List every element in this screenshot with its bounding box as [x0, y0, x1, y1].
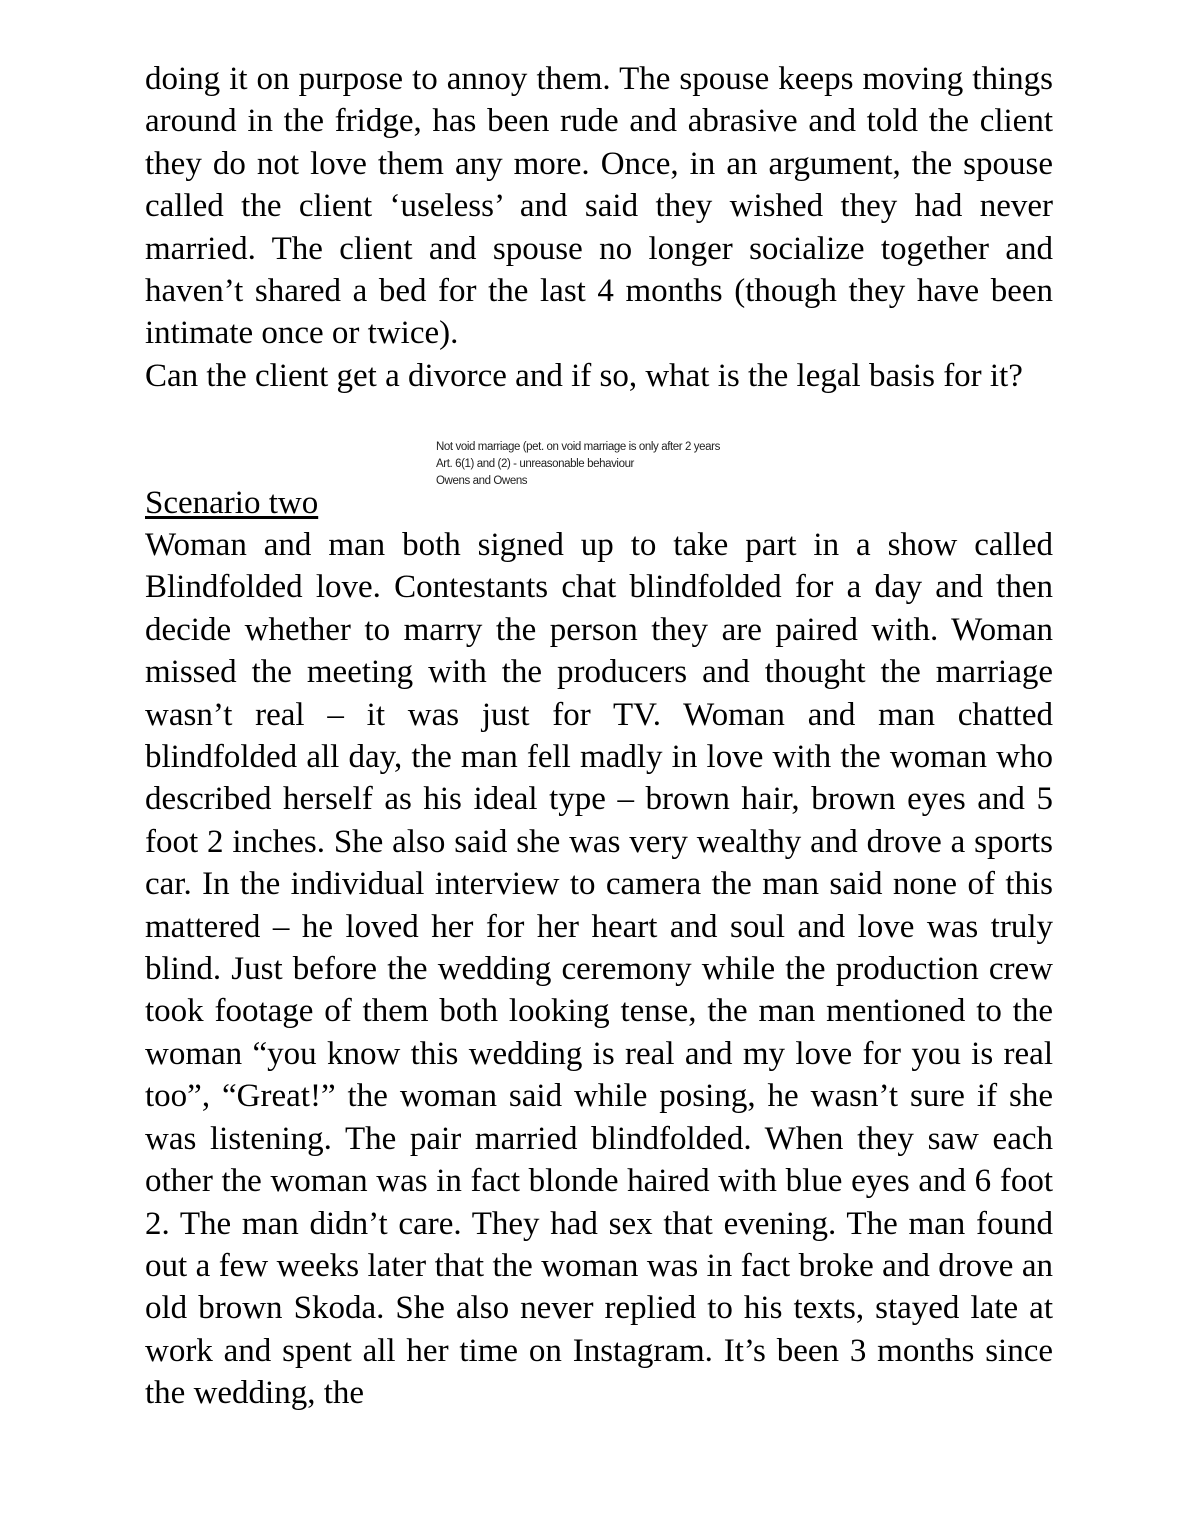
handwritten-annotation [436, 439, 906, 490]
annotation-line: Owens and Owens [436, 475, 528, 487]
annotation-line: Not void marriage (pet. on void marriage is only after 2 years [436, 441, 720, 453]
paragraph-scenario-one-continued: doing it on purpose to annoy them. The spouse keeps moving things around in the fridge, has been rude and abrasive and told the client they do not love them any more. Once, in an argument, the spouse called the client ‘useless’ and said they wished they had never married. The client and spouse no longer socialize together and haven’t shared a bed for the last 4 months (though they have been intimate once or twice). [145, 61, 1053, 352]
paragraph-scenario-two: Woman and man both signed up to take part in a show called Blindfolded love. Contestants chat blindfolded for a day and then decide whether to marry the person they are paired with. Woman missed the meeting with the producers and thought the marriage wasn’t real – it was just for TV. Woman and man chatted blindfolded all day, the man fell madly in love with the woman who described herself as his ideal type – brown hair, brown eyes and 5 foot 2 inches. She also said she was very wealthy and drove a sports car. In the individual interview to camera the man said none of this mattered – he loved her for her heart and soul and love was truly blind. Just before the wedding ceremony while the production crew took footage of them both looking tense, the man mentioned to the woman “you know this wedding is real and my love for you is real too”, “Great!” the woman said while posing, he wasn’t sure if she was listening. The pair married blindfolded. When they saw each other the woman was in fact blonde haired with blue eyes and 6 foot 2. The man didn’t care. They had sex that evening. The man found out a few weeks later that the woman was in fact broke and drove an old brown Skoda. She also never replied to his texts, stayed late at work and spent all her time on Instagram. It’s been 3 months since the wedding, the [145, 527, 1053, 1412]
scenario-one-question: Can the client get a divorce and if so, what is the legal basis for it? [145, 358, 1023, 394]
scenario-two-heading: Scenario two [145, 485, 319, 521]
annotation-line: Art. 6(1) and (2) - unreasonable behaviour [436, 458, 634, 470]
